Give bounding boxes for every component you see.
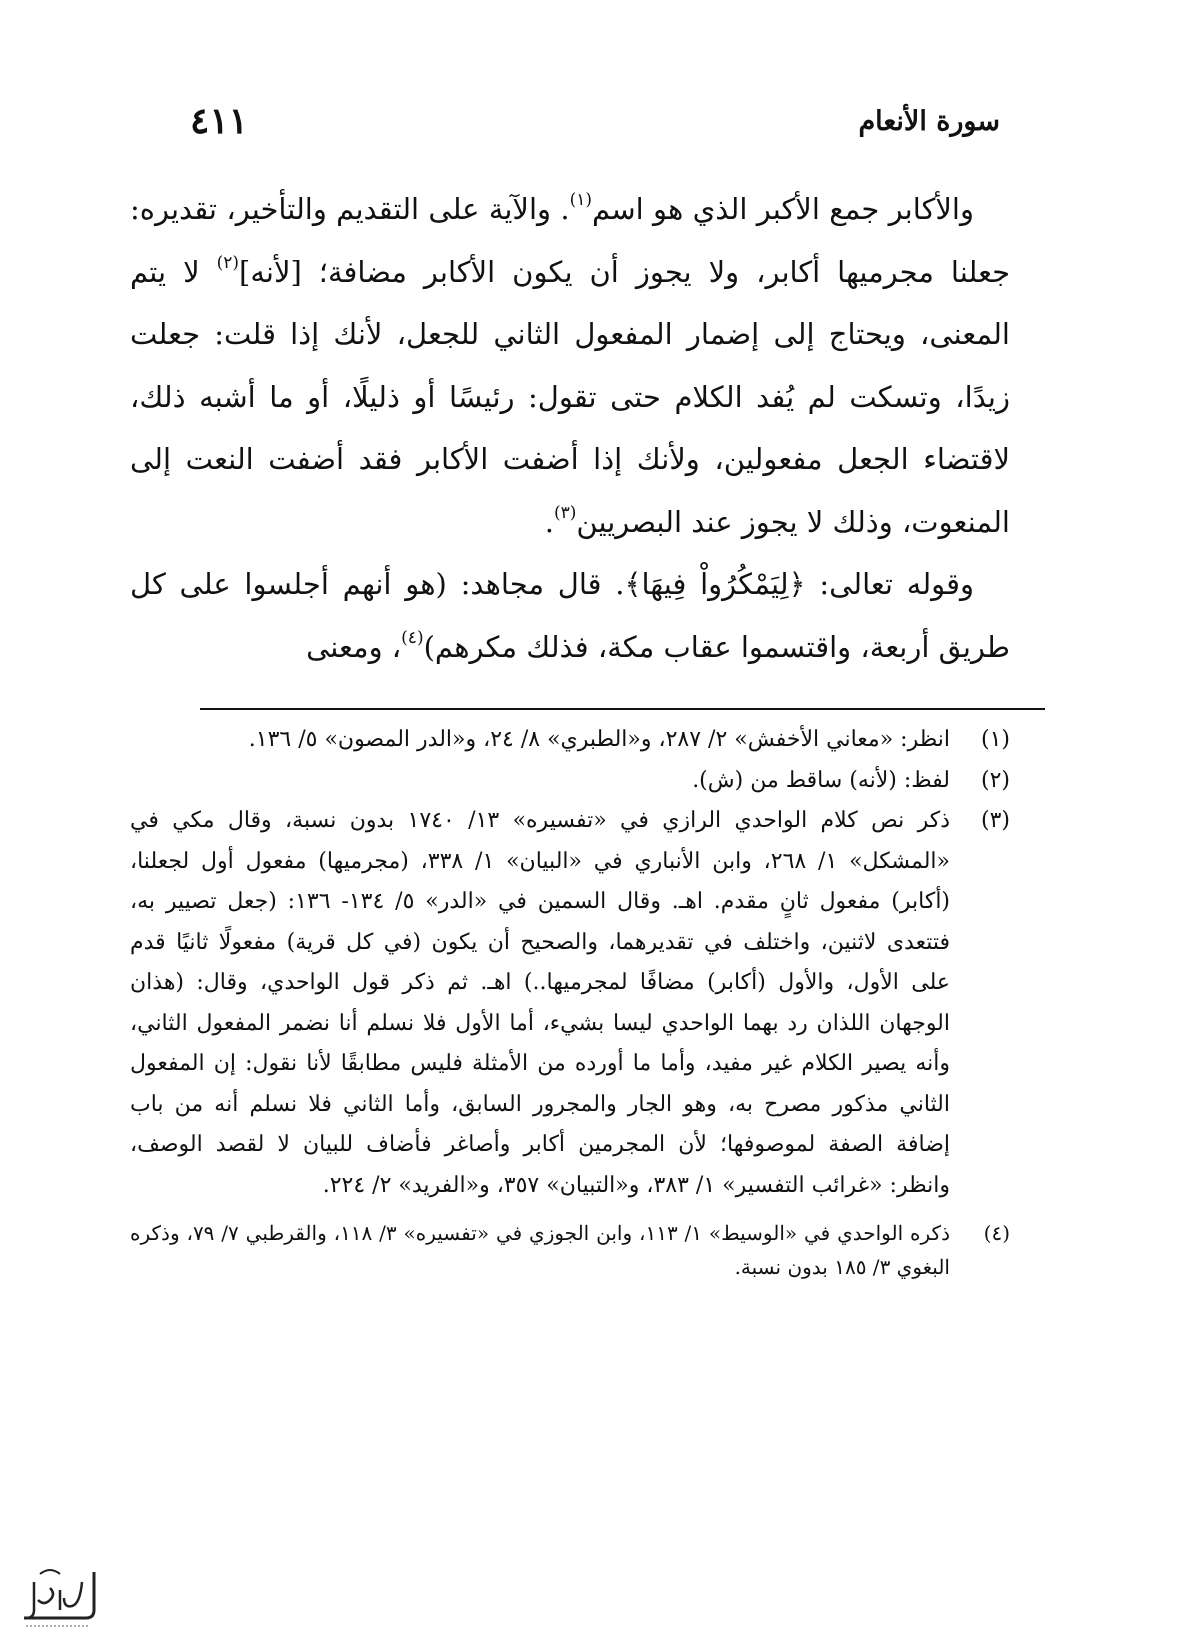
footnotes	[130, 720, 1010, 1284]
footnote-4	[130, 1216, 1010, 1284]
footnote-1	[130, 720, 1010, 761]
paragraph-1-part-c: لا يتم المعنى، ويحتاج إلى إضمار المفعول الثاني للجعل، لأنك إذا قلت: جعلت زيدًا، وتسكت لم يُفد الكلام حتى تقول: رئيسًا أو ذليلًا، أو ما أشبه ذلك، لاقتضاء الجعل مفعولين، ولأنك إذا أضفت الأكابر فقد أضفت النعت إلى المنعوت، وذلك لا يجوز عند البصريين	[130, 254, 1010, 539]
page-header	[190, 100, 1000, 150]
surah-title: سورة الأنعام	[858, 106, 1000, 137]
note-ref-4: (٤)	[401, 627, 424, 648]
paragraph-1-part-a: والأكابر جمع الأكبر الذي هو اسم	[592, 192, 974, 226]
footnote-text: ذكر نص كلام الواحدي الرازي في «تفسيره» ١٣/ ١٧٤٠ بدون نسبة، وقال مكي في «المشكل» ١/ ٢٦٨، وابن الأنباري في «البيان» ١/ ٣٣٨، (مجرميها) مفعول أول لجعلنا، (أكابر) مفعول ثانٍ مقدم. اهـ. وقال السمين في «الدر» ٥/ ١٣٤- ١٣٦: (جعل تصيير به، فتتعدى لاثنين، واختلف في تقديرهما، والصحيح أن يكون (في كل قرية) مفعولًا ثانيًا قدم على الأول، والأول (أكابر) مضافًا لمجرميها..) اهـ. ثم ذكر قول الواحدي، وقال: (هذان الوجهان اللذان رد بهما الواحدي ليسا بشيء، أما الأول فلا نسلم أنا نضمر المفعول الثاني، وأنه يصير الكلام غير مفيد، وأما ما أورده من الأمثلة فليس مطابقًا لأنا نقول: إن المفعول الثاني مذكور مصرح به، وهو الجار والمجرور السابق، وأما الثاني فلا نسلم أنه من باب إضافة الصفة لموصوفها؛ لأن المجرمين أكابر وأصاغر فأضاف للبيان لا لقصد الوصف، وانظر: «غرائب التفسير» ١/ ٣٨٣، و«التبيان» ٣٥٧، و«الفريد» ٢/ ٢٢٤.	[130, 808, 951, 1198]
note-ref-2: (٢)	[216, 252, 240, 273]
paragraph-1-part-d: .	[544, 504, 554, 539]
note-ref-1: (١)	[569, 190, 593, 210]
footnote-number: (٤)	[983, 1221, 1010, 1245]
footnote-separator	[200, 708, 1045, 710]
footnote-text: انظر: «معاني الأخفش» ٢/ ٢٨٧، و«الطبري» ٨/ ٢٤، و«الدر المصون» ٥/ ١٣٦.	[248, 727, 950, 752]
page-number: ٤١١	[190, 100, 249, 142]
footnote-2	[130, 761, 1010, 802]
paragraph-1-part-b: . والآية على التقديم والتأخير، تقديره: جعلنا مجرميها أكابر، ولا يجوز أن يكون الأكابر مضافة؛ [لأنه]	[130, 192, 1010, 289]
paragraph-1	[130, 178, 1010, 553]
paragraph-2-part-a: وقوله تعالى: ﴿لِيَمْكُرُواْ فِيهَا﴾. قال مجاهد: (هو أنهم أجلسوا على كل طريق أربعة، واقتسموا عقاب مكة، فذلك مكرهم)	[130, 567, 1010, 664]
footnote-number: (١)	[980, 727, 1010, 752]
footnote-text: لفظ: (لأنه) ساقط من (ش).	[692, 767, 950, 793]
footnote-text: ذكره الواحدي في «الوسيط» ١/ ١١٣، وابن الجوزي في «تفسيره» ٣/ ١١٨، والقرطبي ٧/ ٧٩، وذكره البغوي ٣/ ١٨٥ بدون نسبة.	[130, 1221, 950, 1279]
note-ref-3: (٣)	[553, 502, 577, 523]
main-text	[130, 178, 1010, 678]
footnote-3	[130, 801, 1010, 1206]
footnote-number: (٣)	[980, 808, 1010, 833]
paragraph-2-part-b: ، ومعنى	[306, 629, 402, 664]
footnote-number: (٢)	[980, 767, 1010, 793]
paragraph-2	[130, 553, 1010, 678]
publisher-logo	[10, 1560, 102, 1634]
